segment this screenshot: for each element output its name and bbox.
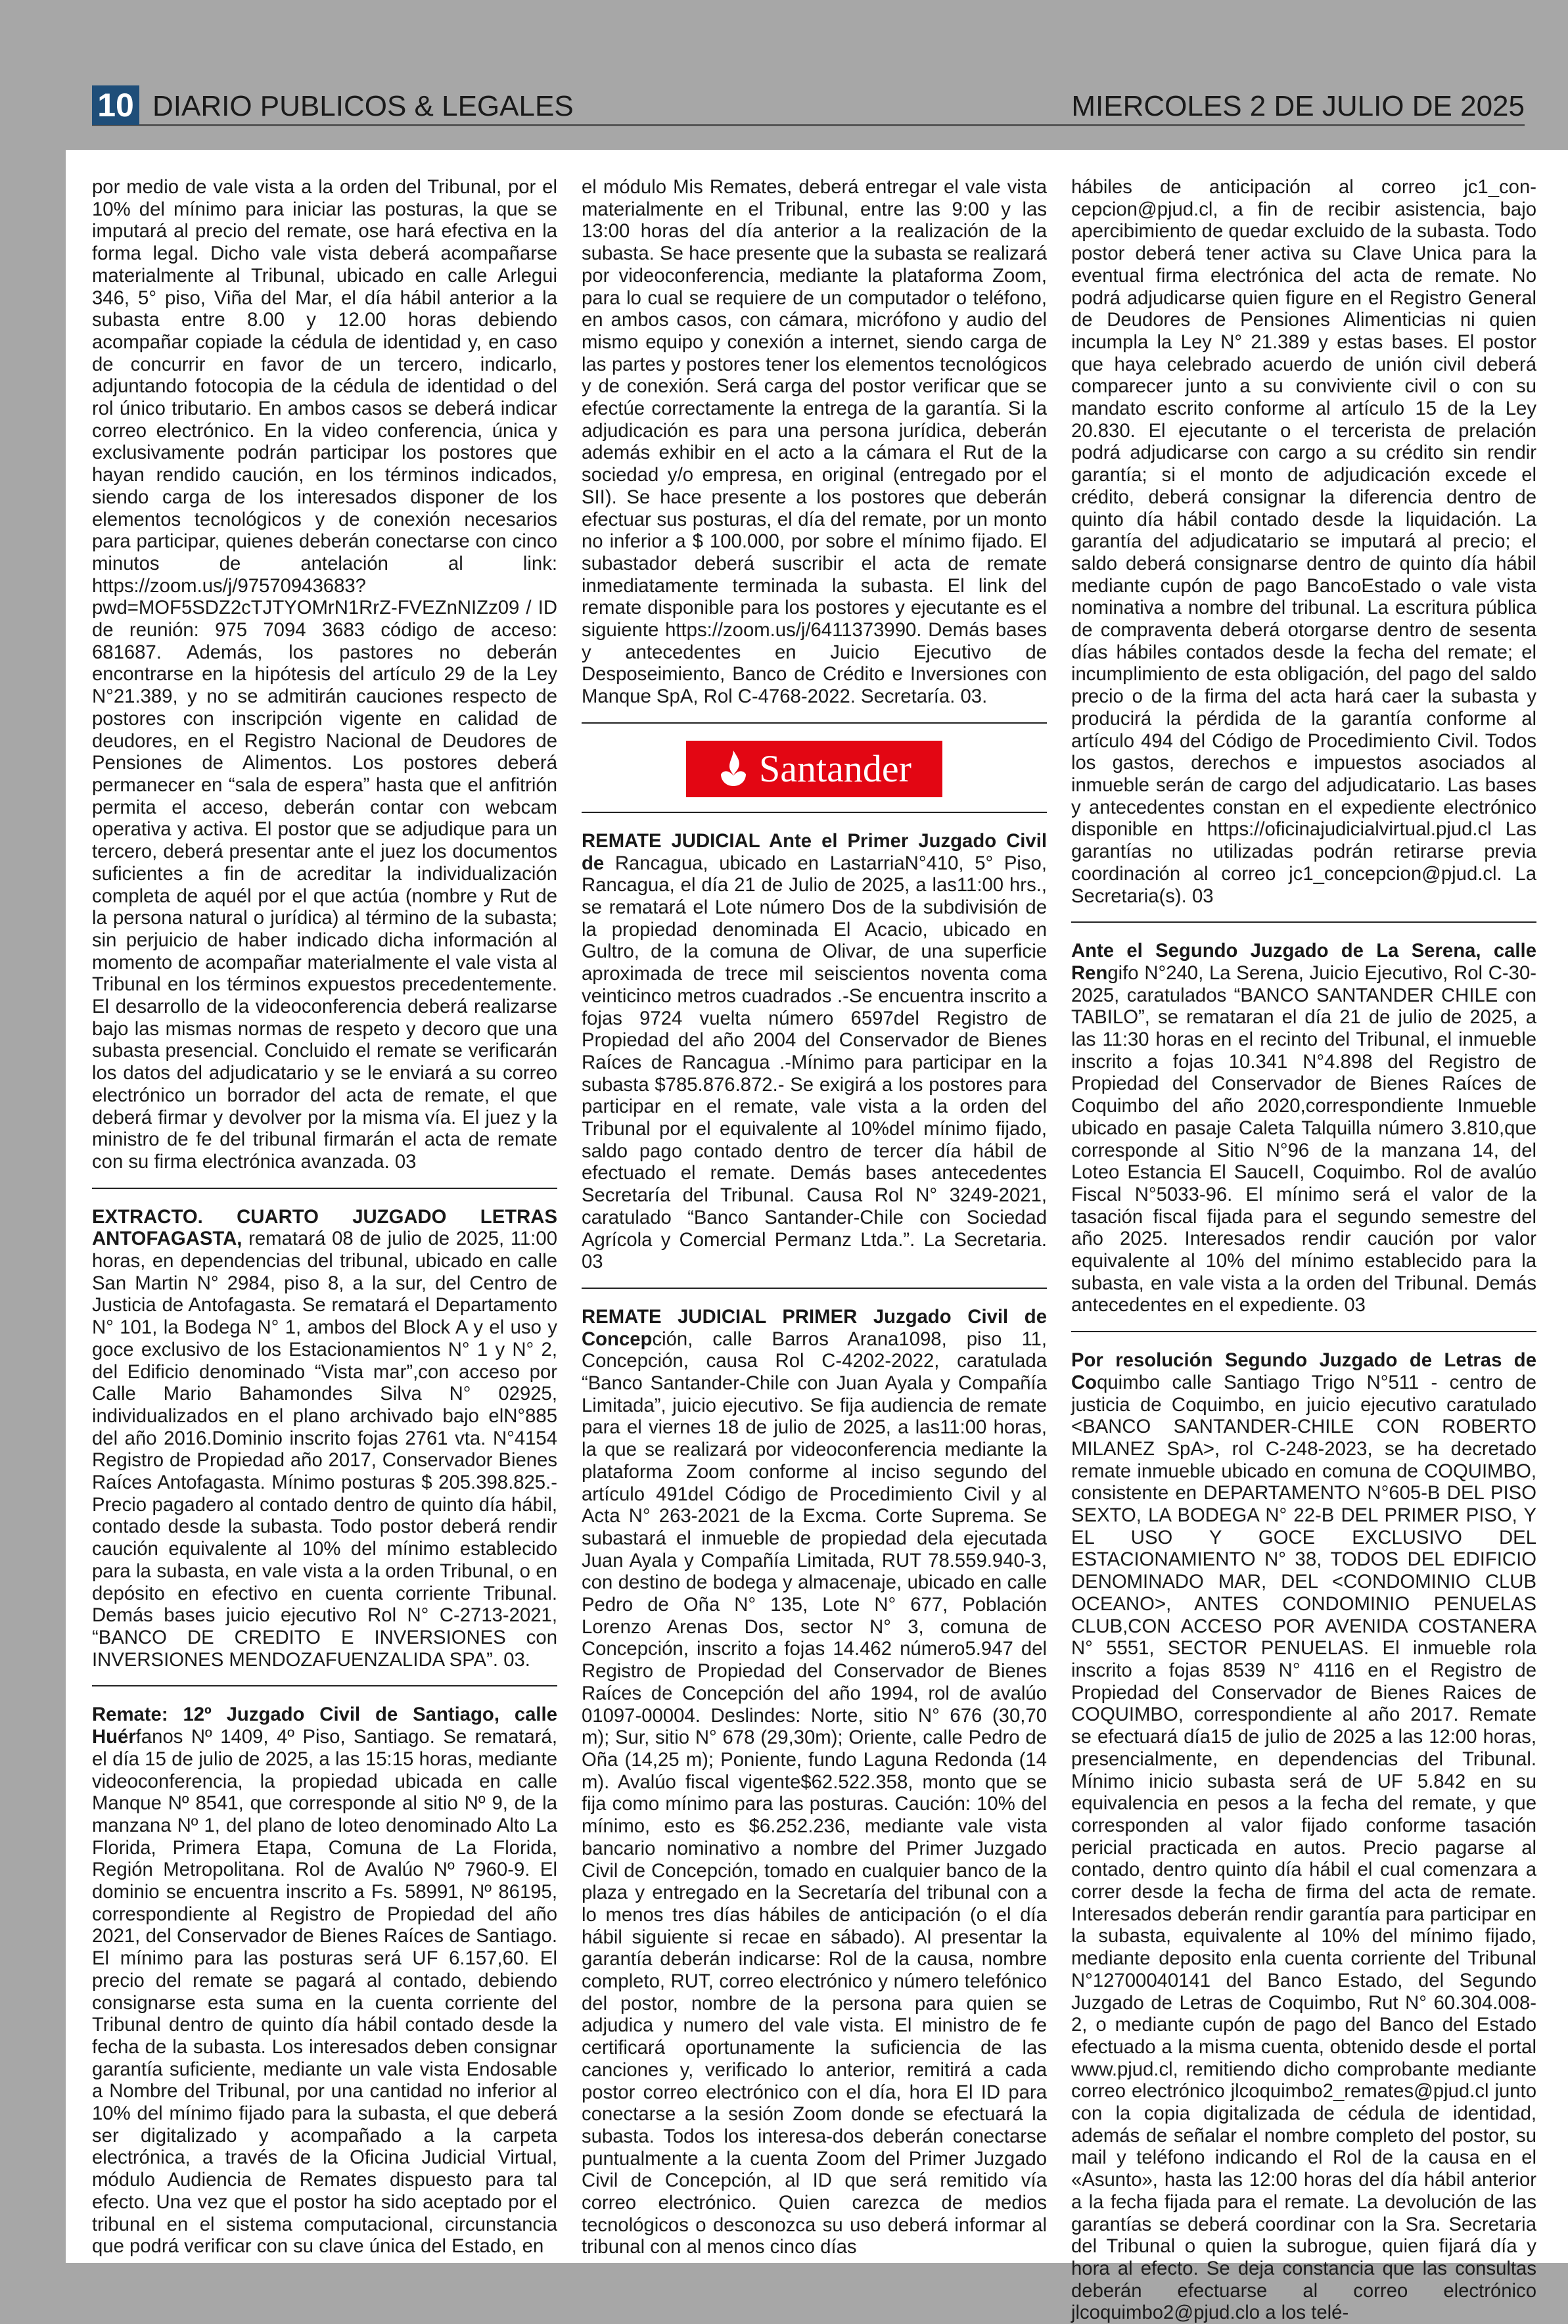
legal-notice	[582, 1306, 1047, 2258]
newspaper-page	[66, 150, 1568, 2324]
notice-heading: Remate: 12º Juzgado Civil de Santiago, calle Huér	[92, 1704, 557, 1748]
legal-notice	[92, 1704, 557, 2258]
column-3	[1071, 176, 1536, 2324]
divider	[1071, 1331, 1536, 1332]
santander-flame-icon	[717, 749, 750, 789]
notice-body: fanos Nº 1409, 4º Piso, Santiago. Se rematará, el día 15 de julio de 2025, a las 15:15 horas, mediante videoconferencia, la propiedad ubicada en calle Manque Nº 8541, que corresponde al sitio Nº 9, de la manzana Nº 1, del plano de loteo denominado Alto La Florida, Primera Etapa, Comuna de La Florida, Región Metropolitana. Rol de Avalúo Nº 7960-9. El dominio se encuentra inscrito a Fs. 58991, Nº 86195, correspondiente al Registro de Propiedad del año 2021, del Conservador de Bienes Raíces de Santiago. El mínimo para las posturas será UF 6.157,60. El precio del remate se pagará al contado, debiendo consignarse esta suma en la cuenta corriente del Tribunal dentro de quinto día hábil contado desde la fecha de la subasta. Los interesados deben consignar garantía suficiente, mediante un vale vista Endosable a Nombre del Tribunal, por una cantidad no inferior al 10% del mínimo fijado para la subasta, el que deberá ser digitalizado y acompañado a la carpeta electrónica, a través de la Oficina Judicial Virtual, módulo Audiencia de Remates dispuesto para tal efecto. Una vez que el postor ha sido aceptado por el tribunal en el sistema computacional, circunstancia que podrá verificar con su clave única del Estado, en	[92, 1726, 557, 2258]
notice-body: quimbo calle Santiago Trigo N°511 - centro de justicia de Coquimbo, en juicio ejecutivo caratulado <BANCO SANTANDER-CHILE CON ROBERTO MILANEZ SpA>, rol C-248-2023, se ha decretado remate inmueble ubicado en comuna de COQUIMBO, consistente en DEPARTAMENTO N°605-B DEL PISO SEXTO, LA BODEGA N° 22-B DEL PRIMER PISO, Y EL USO Y GOCE EXCLUSIVO DEL ESTACIONAMIENTO N° 38, TODOS DEL EDIFICIO DENOMINADO MAR, DEL <CONDOMINIO CLUB OCEANO>, ANTES CONDOMINIO PENUELAS CLUB,CON ACCESO POR AVENIDA COSTANERA N° 5551, SECTOR PENUELAS. El inmueble rola inscrito a fojas 8539 N° 4116 en el Registro de Propiedad del Conservador de Bienes Raices de COQUIMBO, correspondiente al año 2017. Remate se efectuará día15 de julio de 2025 a las 12:00 horas, presencialmente, en dependencias del Tribunal. Mínimo inicio subasta será de UF 5.842 en su equivalencia en pesos a la fecha del remate, y que corresponden al valor fijado conforme tasación pericial practicada en autos. Precio pagarse al contado, dentro quinto día hábil el cual comenzara a correr desde la fecha de firma del acta de remate. Interesados deberán rendir garantía para participar en la subasta, equivalente al 10% del mínimo fijado, mediante deposito enla cuenta corriente del Tribunal N°12700040141 del Banco Estado, del Segundo Juzgado de Letras de Coquimbo, Rut N° 60.304.008-2, o mediante cupón de pago del Banco del Estado efectuado a la misma cuenta, obtenido desde el portal www.pjud.cl, remitiendo dicho comprobante mediante correo electrónico jlcoquimbo2_remates@pjud.cl junto con la copia digitalizada de cédula de identidad, además de señalar el nombre completo del postor, su mail y teléfono indicando el Rol de la causa en el «Asunto», hasta las 12:00 horas del día hábil anterior a la fecha fijada para el remate. La devolución de las garantías se deberá coordinar con la Sra. Secretaria del Tribunal o quien la subrogue, quien fijará día y hora al efecto. Se deja constancia que las consultas deberán efectuarse al correo electrónico jlcoquimbo2@pjud.clo a los telé-	[1071, 1371, 1536, 2324]
publication-date: MIERCOLES 2 DE JULIO DE 2025	[1071, 90, 1525, 122]
legal-notice	[1071, 176, 1536, 907]
notice-body: rematará 08 de julio de 2025, 11:00 horas, en dependencias del tribunal, ubicado en calle San Martin N° 2984, piso 8, a la sur, del Centro de Justicia de Antofagasta. Se rematará el Departamento N° 101, la Bodega N° 1, ambos del Block A y el uso y goce exclusivo de los Estacionamientos N° 1 y N° 2, del Edificio denominado “Vista mar”,con acceso por Calle Mario Bahamondes Silva N° 02925, individualizados en el plano archivado bajo elN°885 del año 2016.Dominio inscrito fojas 2761 vta. N°4154 Registro de Propiedad año 2017, Conservador Bienes Raíces Antofagasta. Mínimo posturas $ 205.398.825.- Precio pagadero al contado dentro de quinto día hábil, contado desde la subasta. Todo postor deberá rendir caución equivalente al 10% del mínimo establecido para la subasta, en vale vista a la orden Tribunal, o en depósito en efectivo en cuenta corriente Tribunal. Demás bases juicio ejecutivo Rol N° C-2713-2021, “BANCO DE CREDITO E INVERSIONES con INVERSIONES MENDOZAFUENZALIDA SPA”. 03.	[92, 1228, 557, 1671]
column-1	[92, 176, 557, 2258]
legal-notice	[1071, 1349, 1536, 2324]
notice-body: Rancagua, ubicado en LastarriaN°410, 5° Piso, Rancagua, el día 21 de Julio de 2025, a las11:00 hrs., se rematará el Lote número Dos de la subdivisión de la propiedad denominada El Acacio, ubicado en Gultro, de la comuna de Olivar, de una superficie aproximada de trece mil seiscientos noventa coma veinticinco metros cuadrados .-Se encuentra inscrito a fojas 9724 vuelta número 6597del Registro de Propiedad del año 2004 del Conservador de Bienes Raíces de Rancagua .-Mínimo para participar en la subasta $785.876.872.- Se exigirá a los postores para participar en el remate, vale vista a la orden del Tribunal por el equivalente al 10%del mínimo fijado, saldo pago contado dentro de tercer día hábil de efectuado el remate. Demás bases antecedentes Secretaría del Tribunal. Causa Rol N° 3249-2021, caratulado “Banco Santander-Chile con Sociedad Agrícola y Comercial Permanz Ltda.”. La Secretaria. 03	[582, 852, 1047, 1273]
notice-heading: Por resolución Segundo Juzgado de Letras de Co	[1071, 1349, 1536, 1393]
legal-notice	[92, 176, 557, 1173]
notice-body: ción, calle Barros Arana1098, piso 11, Concepción, causa Rol C-4202-2022, caratulada “Banco Santander-Chile con Juan Ayala y Compañía Limitada”, juicio ejecutivo. Se fija audiencia de remate para el viernes 18 de julio de 2025, a las11:00 horas, la que se realizará por videoconferencia mediante la plataforma Zoom conforme al inciso segundo del artículo 491del Código de Procedimiento Civil y al Acta N° 263-2021 de la Excma. Corte Suprema. Se subastará el inmueble de propiedad dela ejecutada Juan Ayala y Compañía Limitada, RUT 78.559.940-3, con destino de bodega y almacenaje, ubicado en calle Pedro de Oña N° 135, Lote N° 677, Población Lorenzo Arenas Dos, sector N° 3, comuna de Concepción, inscrito a fojas 14.462 número5.947 del Registro de Propiedad del Conservador de Bienes Raíces de Concepción del año 1994, rol de avalúo 01097-00004. Deslindes: Norte, sitio N° 676 (30,70 m); Sur, sitio N° 678 (29,30m); Oriente, calle Pedro de Oña (14,25 m); Poniente, fundo Laguna Redonda (14 m). Avalúo fiscal vigente$62.522.358, monto que se fija como mínimo para las posturas. Caución: 10% del mínimo, esto es $6.252.236, mediante vale vista bancario nominativo a nombre del Primer Juzgado Civil de Concepción, tomado en cualquier banco de la plaza y entregado en la Secretaría del tribunal con a lo menos tres días hábiles de anticipación (o el día hábil siguiente si recae en sábado). Al presentar la garantía deberán indicarse: Rol de la causa, nombre completo, RUT, correo electrónico y número telefónico del postor, nombre de la persona para quien se adjudica y numero del vale vista. El ministro de fe certificará oportunamente la suficiencia de las canciones y, verificado lo anterior, remitirá a cada postor correo electrónico con el día, hora El ID para conectarse a la sesión Zoom donde se efectuará la subasta. Todos los interesa-dos deberán conectarse puntualmente a la cuenta Zoom del Primer Juzgado Civil de Concepción, al ID que será remitido vía correo electrónico. Quien carezca de medios tecnológicos o desconozca su uso deberá informar al tribunal con al menos cinco días	[582, 1328, 1047, 2258]
column-2	[582, 176, 1047, 2258]
legal-notice	[582, 176, 1047, 708]
notice-body: gifo N°240, La Serena, Juicio Ejecutivo, Rol C-30-2025, caratulados “BANCO SANTANDER CHILE con TABILO”, se remataran el día 21 de julio de 2025, a las 11:30 horas en el recinto del Tribunal, el inmueble inscrito a fojas 10.341 N°4.898 del Registro de Propiedad del Conservador de Bienes Raíces de Coquimbo del año 2020,correspondiente Inmueble ubicado en pasaje Caleta Talquilla número 3.810,que corresponde al Sitio N°96 de la manzana 14, del Loteo Estancia El SauceII, Coquimbo. Rol de avalúo Fiscal N°5033-96. El mínimo será el valor de la tasación fiscal fijada para el segundo semestre del año 2025. Interesados rendir caución por valor equivalente al 10% del mínimo establecido para la subasta, en vale vista a la orden del Tribunal. Demás antecedentes en el expediente. 03	[1071, 962, 1536, 1316]
legal-notice	[1071, 940, 1536, 1316]
legal-notice	[92, 1206, 557, 1671]
notice-heading: Ante el Segundo Juzgado de La Serena, calle Ren	[1071, 940, 1536, 984]
legal-notice	[582, 830, 1047, 1273]
logo-wordmark: Santander	[759, 747, 911, 790]
notice-heading: REMATE JUDICIAL Ante el Primer Juzgado Civil de	[582, 829, 1047, 874]
divider	[582, 722, 1047, 724]
masthead	[92, 85, 1525, 126]
divider	[1071, 921, 1536, 923]
divider	[582, 812, 1047, 813]
notice-heading: EXTRACTO. CUARTO JUZGADO LETRAS ANTOFAGASTA,	[92, 1205, 557, 1250]
divider	[582, 1288, 1047, 1289]
notice-body: por medio de vale vista a la orden del Tribunal, por el 10% del mínimo para iniciar las posturas, la que se imputará al precio del remate, ose hará efectiva en la forma legal. Dicho vale vista deberá acompañarse materialmente al Tribunal, ubicado en calle Arlegui 346, 5° piso, Viña del Mar, el día hábil anterior a la subasta entre 8.00 y 12.00 horas debiendo acompañar copiade la cédula de identidad y, en caso de concurrir en favor de un tercero, indicarlo, adjuntando fotocopia de la cédula de identidad o del rol único tributario. En ambos casos se deberá indicar correo electrónico. En la video conferencia, única y exclusivamente podrán participar los postores que hayan rendido caución, en los términos indicados, siendo carga de los interesados disponer de los elementos tecnológicos y de conexión necesarios para participar, quienes deberán conectarse con cinco minutos de antelación al link: https://zoom.us/j/97570943683?pwd=MOF5SDZ2cTJTYOMrN1RrZ-FVEZnNIZz09 / ID de reunión: 975 7094 3683 código de acceso: 681687. Además, los pastores no deberán encontrarse en la hipótesis del artículo 29 de la Ley N°21.389, y no se admitirán cauciones respecto de postores con inscripción vigente en calidad de deudores, en el Registro Nacional de Deudores de Pensiones de Alimentos. Los postores deberá permanecer en “sala de espera” hasta que el anfitrión permita el acceso, deberán contar con webcam operativa y activa. El postor que se adjudique para un tercero, deberá presentar ante el juez los documentos suficientes a fin de acreditar la individualización completa de aquél por el que actúa (nombre y Rut de la persona natural o jurídica) al término de la subasta; sin perjuicio de haber indicado dicha información al momento de acompañar materialmente el vale vista al Tribunal en los términos expuestos precedentemente. El desarrollo de la videoconferencia deberá realizarse bajo las mismas normas de respeto y decoro que una subasta presencial. Concluido el remate se verificarán los datos del adjudicatario y se le enviará a su correo electrónico un borrador del acta de remate, el que deberá firmar y devolver por la misma vía. El juez y la ministro de fe del tribunal firmarán el acta de remate con su firma electrónica avanzada. 03	[92, 176, 557, 1173]
notice-body: el módulo Mis Remates, deberá entregar el vale vista materialmente en el Tribunal, entre las 9:00 y las 13:00 horas del día anterior a la realización de la subasta. Se hace presente que la subasta se realizará por videoconferencia, mediante la plataforma Zoom, para lo cual se requiere de un computador o teléfono, en ambos casos, con cámara, micrófono y audio del mismo equipo y conexión a internet, siendo carga de las partes y postores tener los elementos tecnológicos y de conexión. Será carga del postor verificar que se efectúe correctamente la entrega de la garantía. Si la adjudicación es para una persona jurídica, deberán además exhibir en el acto a la cámara el Rut de la sociedad y/o empresa, en original (entregado por el SII). Se hace presente a los postores que deberán efectuar sus posturas, el día del remate, por un monto no inferior a $ 100.000, por sobre el mínimo fijado. El subastador deberá suscribir el acta de remate inmediatamente terminada la subasta. El link del remate disponible para los postores y ejecutante es el siguiente https://zoom.us/j/6411373990. Demás bases y antecedentes en Juicio Ejecutivo de Desposeimiento, Banco de Crédito e Inversiones con Manque SpA, Rol C-4768-2022. Secretaría. 03.	[582, 176, 1047, 708]
notice-body: hábiles de anticipación al correo jc1_con-cepcion@pjud.cl, a fin de recibir asistencia, bajo apercibimiento de quedar excluido de la subasta. Todo postor deberá tener activa su Clave Unica para la eventual firma electrónica del acta de remate. No podrá adjudicarse quien figure en el Registro General de Deudores de Pensiones Alimenticias ni quien incumpla la Ley N° 21.389 y estas bases. El postor que haya celebrado acuerdo de unión civil deberá comparecer junto a su conviviente civil o con su mandato escrito conforme al artículo 15 de la Ley 20.830. El ejecutante o el tercerista de prelación podrá adjudicarse con cargo a su crédito sin rendir garantía; si el monto de adjudicación excede el crédito, deberá consignar la diferencia dentro de quinto día hábil contado desde la liquidación. La garantía del adjudicatario se imputará al precio; el saldo deberá consignarse dentro de quinto día hábil mediante cupón de pago BancoEstado o vale vista nominativa a nombre del tribunal. La escritura pública de compraventa deberá otorgarse dentro de sesenta días hábiles contados desde la fecha del remate; el incumplimiento de esta obligación, del pago del saldo precio o de la firma del acta hará caer la subasta y producirá la pérdida de la garantía conforme al artículo 494 del Código de Procedimiento Civil. Todos los gastos, derechos e impuestos asociados al inmueble serán de cargo del adjudicatario. Las bases y antecedentes constan en el expediente electrónico disponible en https://oficinajudicialvirtual.pjud.cl Las garantías no utilizadas podrán retirarse previa coordinación al correo jc1_concepcion@pjud.cl. La Secretaria(s). 03	[1071, 176, 1536, 907]
notice-heading: REMATE JUDICIAL PRIMER Juzgado Civil de Concep	[582, 1305, 1047, 1350]
page-number: 10	[92, 85, 139, 125]
publication-name: DIARIO PUBLICOS & LEGALES	[152, 90, 574, 122]
divider	[92, 1188, 557, 1189]
santander-logo	[582, 741, 1047, 797]
divider	[92, 1685, 557, 1686]
logo-box	[686, 741, 942, 797]
